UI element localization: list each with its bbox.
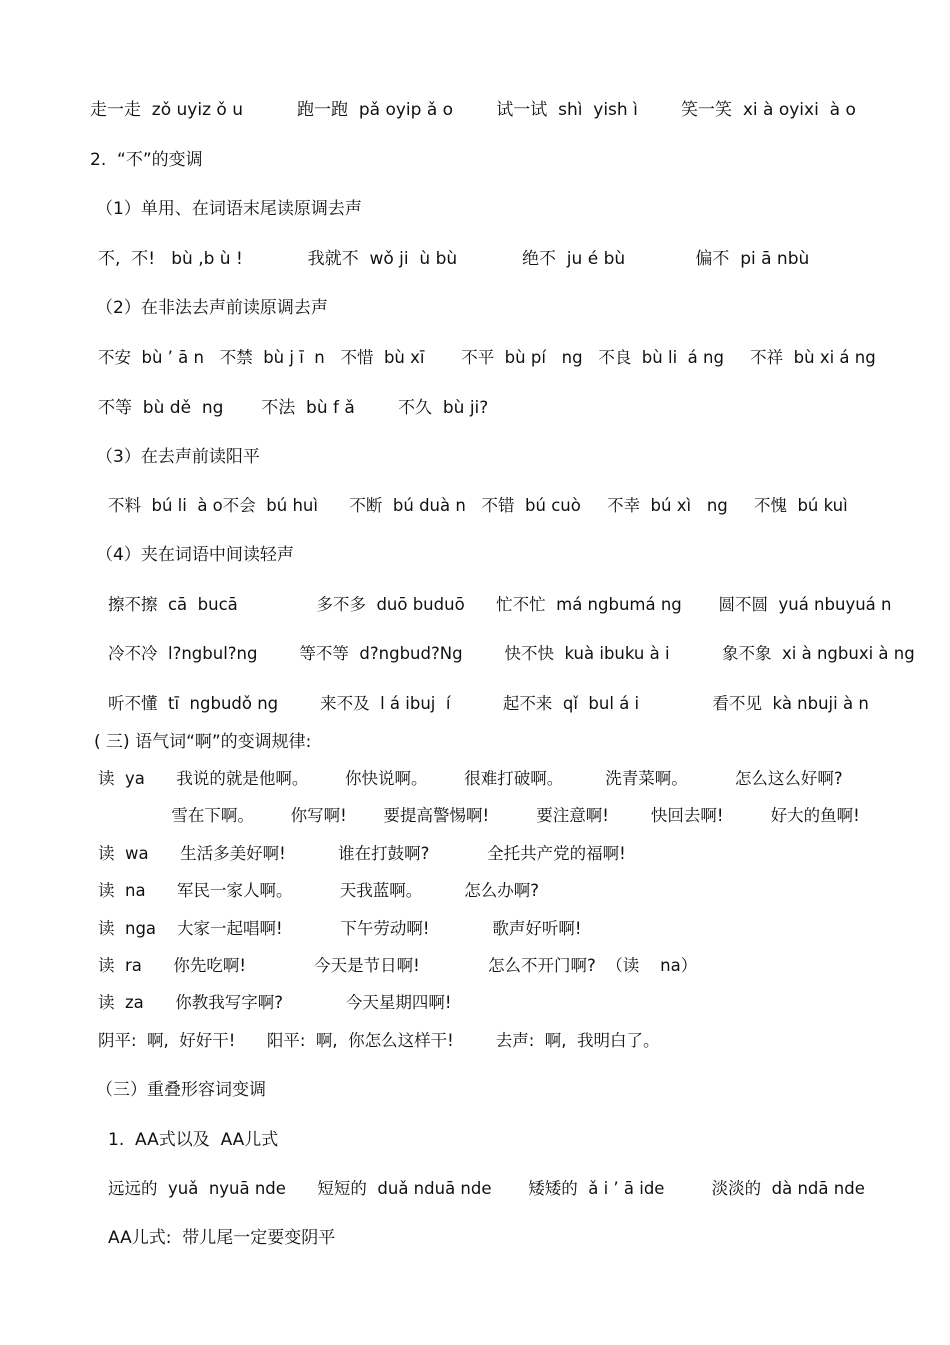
subheading-4: （4）夹在词语中间读轻声	[96, 545, 294, 565]
section-heading-a-particle: ( 三) 语气词“啊”的变调规律:	[94, 732, 312, 752]
text-line-aa-er: AA儿式: 带儿尾一定要变阴平	[108, 1228, 336, 1248]
text-line-wa: 读 wa 生活多美好啊! 谁在打鼓啊? 全托共产党的福啊!	[98, 844, 626, 863]
subheading-3: （3）在去声前读阳平	[96, 447, 260, 467]
text-line-ya-1: 读 ya 我说的就是他啊。 你快说啊。 很难打破啊。 洗青菜啊。 怎么这么好啊?	[98, 769, 843, 788]
text-line-1: 走一走 zǒ uyiz ǒ u 跑一跑 pǎ oyip ǎ o 试一试 shì yish ì 笑一笑 xi à oyixi à o	[90, 100, 856, 120]
subheading-2: （2）在非法去声前读原调去声	[96, 298, 328, 318]
text-line-aa-examples: 远远的 yuǎ nyuā nde 短短的 duǎ nduā nde 矮矮的 ǎ i ’ ā ide 淡淡的 dà ndā nde	[108, 1179, 865, 1198]
text-line-6: 不安 bù ’ ā n 不禁 bù j ī n 不惜 bù xī 不平 bù pí ng 不良 bù li á ng 不祥 bù xi á ng	[98, 348, 876, 367]
text-line-12: 冷不冷 l?ngbul?ng 等不等 d?ngbud?Ng 快不快 kuà ibuku à i 象不象 xi à ngbuxi à ng	[108, 644, 915, 663]
text-line-tones: 阴平: 啊, 好好干! 阳平: 啊, 你怎么这样干! 去声: 啊, 我明白了。	[98, 1031, 660, 1050]
text-line-ya-2: 雪在下啊。 你写啊! 要提高警惕啊! 要注意啊! 快回去啊! 好大的鱼啊!	[98, 806, 860, 825]
subheading-aa-form: 1. AA式以及 AA儿式	[108, 1130, 279, 1150]
text-line-4: 不, 不! bù ,b ù ! 我就不 wǒ ji ù bù 绝不 ju é bù 偏不 pi ā nbù	[98, 249, 810, 269]
text-line-11: 擦不擦 cā bucā 多不多 duō buduō 忙不忙 má ngbumá ng 圆不圆 yuá nbuyuá n	[108, 595, 892, 614]
text-line-nga: 读 nga 大家一起唱啊! 下午劳动啊! 歌声好听啊!	[98, 919, 582, 938]
section-heading-reduplicated: （三）重叠形容词变调	[96, 1080, 266, 1100]
text-line-na: 读 na 军民一家人啊。 天我蓝啊。 怎么办啊?	[98, 881, 539, 900]
text-line-7: 不等 bù dě ng 不法 bù f ǎ 不久 bù ji?	[98, 398, 489, 418]
text-line-13: 听不懂 tī ngbudǒ ng 来不及 l á ibuj í 起不来 qǐ bul á i 看不见 kà nbuji à n	[108, 694, 869, 713]
text-line-9: 不料 bú li à o不会 bú huì 不断 bú duà n 不错 bú cuò 不幸 bú xì ng 不愧 bú kuì	[108, 496, 848, 515]
section-heading-bu-tone: 2. “不”的变调	[90, 150, 203, 170]
text-line-ra: 读 ra 你先吃啊! 今天是节日啊! 怎么不开门啊? （读 na）	[98, 956, 698, 975]
text-line-za: 读 za 你教我写字啊? 今天星期四啊!	[98, 993, 452, 1012]
subheading-1: （1）单用、在词语末尾读原调去声	[96, 199, 362, 219]
